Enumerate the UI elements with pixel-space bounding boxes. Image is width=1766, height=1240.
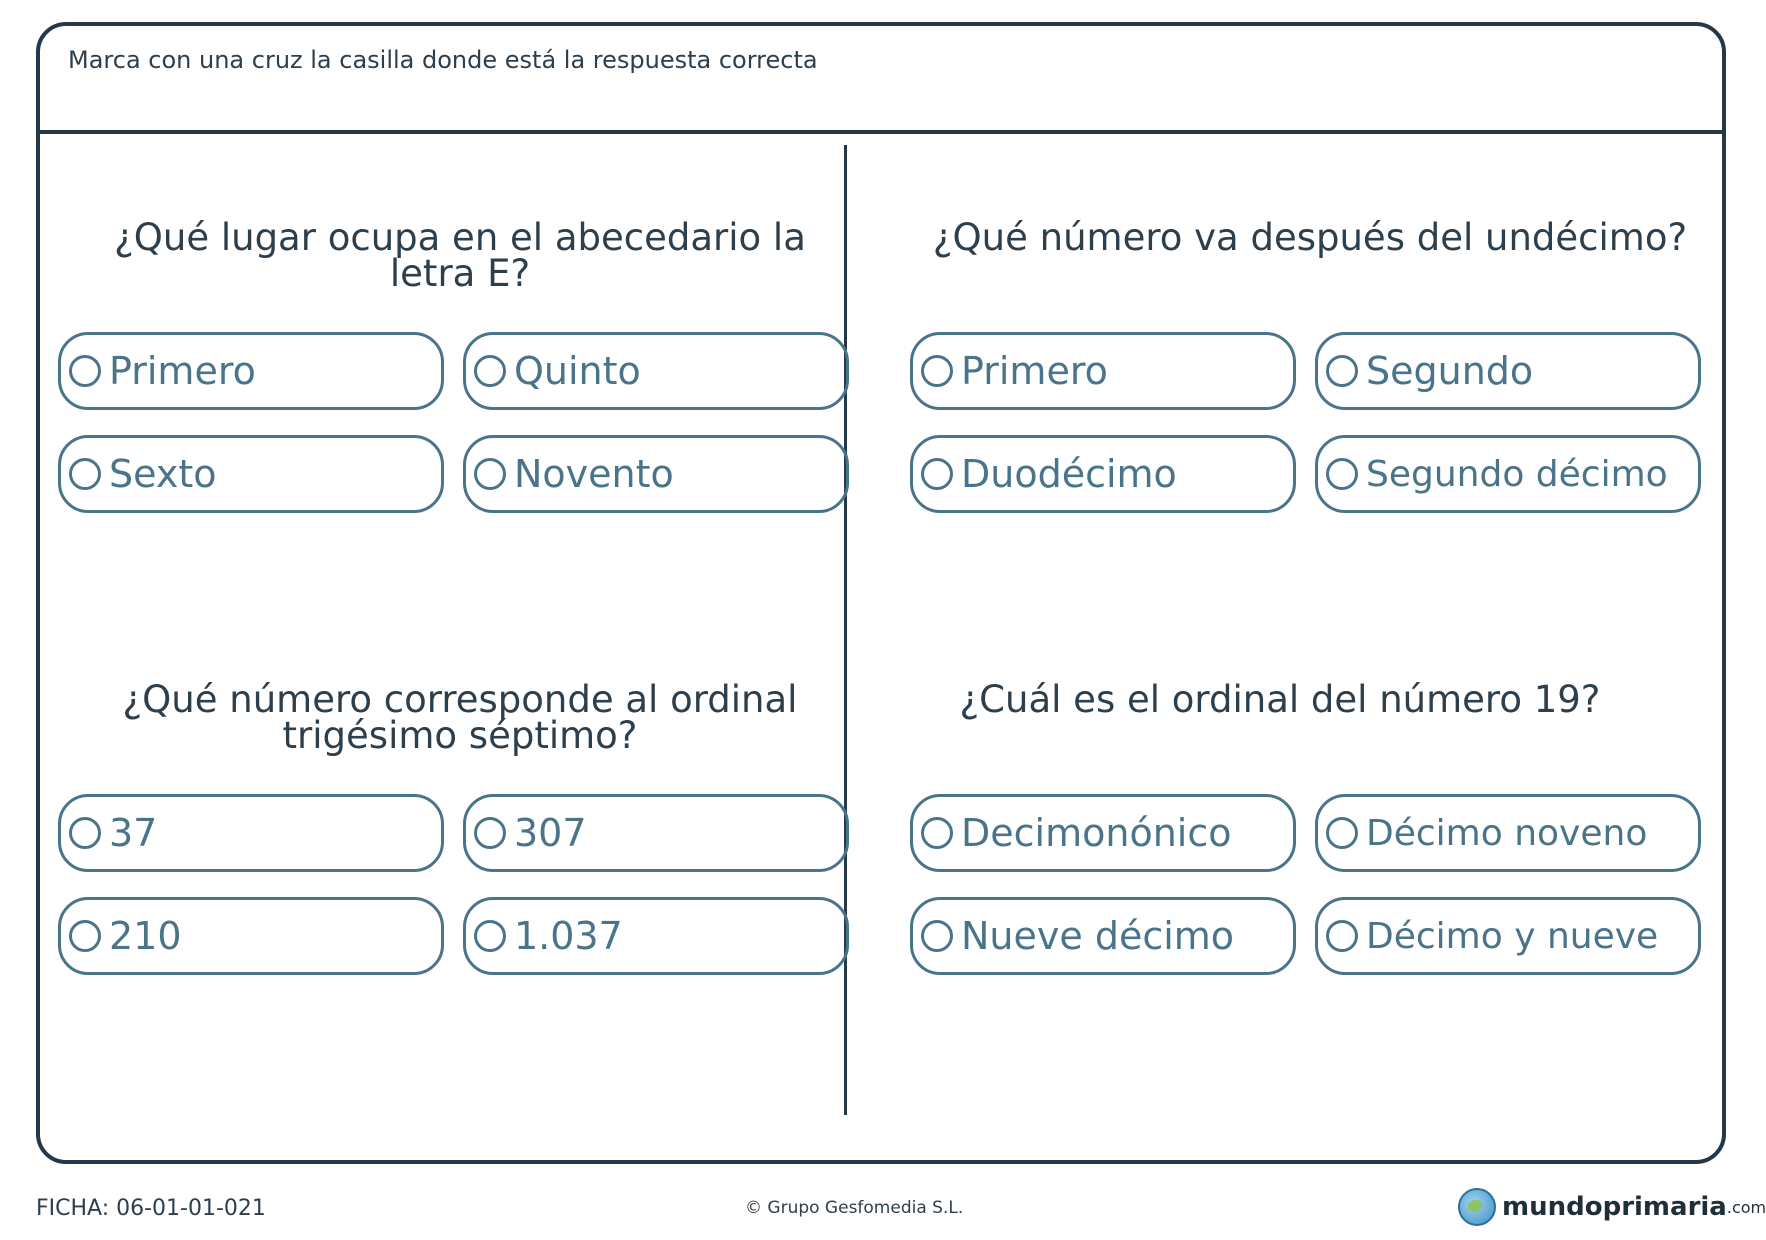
column-divider [844,145,847,1115]
checkbox-circle-icon[interactable] [1326,458,1358,490]
q3-option-3[interactable] [58,897,444,975]
question-2-line-1: ¿Qué número va después del undécimo? [932,216,1688,259]
checkbox-circle-icon[interactable] [1326,920,1358,952]
checkbox-circle-icon[interactable] [921,355,953,387]
q4-option-3[interactable] [910,897,1296,975]
checkbox-circle-icon[interactable] [69,458,101,490]
logo-text: mundoprimaria [1502,1192,1727,1222]
option-label: Novento [514,452,674,496]
checkbox-circle-icon[interactable] [69,920,101,952]
instruction-header [40,26,1722,134]
q2-option-4[interactable] [1315,435,1701,513]
question-3 [90,678,830,757]
checkbox-circle-icon[interactable] [474,458,506,490]
q3-option-4[interactable] [463,897,849,975]
logo-suffix: .com [1726,1197,1766,1217]
q4-option-1[interactable] [910,794,1296,872]
question-3-line-2: trigésimo séptimo? [282,714,638,757]
q1-option-1[interactable] [58,332,444,410]
ficha-code: FICHA: 06-01-01-021 [36,1196,266,1221]
option-label: Quinto [514,349,641,393]
q1-option-2[interactable] [463,332,849,410]
q1-option-3[interactable] [58,435,444,513]
worksheet [36,22,1726,1164]
question-4-line-1: ¿Cuál es el ordinal del número 19? [959,678,1601,721]
q4-option-4[interactable] [1315,897,1701,975]
copyright-text: © Grupo Gesfomedia S.L. [745,1198,964,1218]
question-1-line-1: ¿Qué lugar ocupa en el abecedario la [114,216,806,259]
checkbox-circle-icon[interactable] [921,817,953,849]
q2-option-1[interactable] [910,332,1296,410]
instruction-text: Marca con una cruz la casilla donde está la respuesta correcta [68,46,818,74]
question-3-line-1: ¿Qué número corresponde al ordinal [122,678,798,721]
q3-option-2[interactable] [463,794,849,872]
checkbox-circle-icon[interactable] [1326,355,1358,387]
q2-option-2[interactable] [1315,332,1701,410]
question-2 [900,216,1720,259]
option-label: Segundo décimo [1366,453,1668,495]
option-label: Sexto [109,452,217,496]
checkbox-circle-icon[interactable] [474,355,506,387]
option-label: Décimo y nueve [1366,915,1659,957]
checkbox-circle-icon[interactable] [921,458,953,490]
option-label: 37 [109,811,158,855]
checkbox-circle-icon[interactable] [69,355,101,387]
q3-option-1[interactable] [58,794,444,872]
option-label: Primero [109,349,256,393]
q2-option-3[interactable] [910,435,1296,513]
option-label: 210 [109,914,182,958]
q1-option-4[interactable] [463,435,849,513]
question-1 [90,216,830,295]
option-label: Duodécimo [961,452,1177,496]
q4-option-2[interactable] [1315,794,1701,872]
option-label: 1.037 [514,914,623,958]
checkbox-circle-icon[interactable] [474,817,506,849]
checkbox-circle-icon[interactable] [69,817,101,849]
option-label: 307 [514,811,587,855]
checkbox-circle-icon[interactable] [1326,817,1358,849]
option-label: Nueve décimo [961,914,1235,958]
option-label: Segundo [1366,349,1534,393]
option-label: Décimo noveno [1366,812,1648,854]
checkbox-circle-icon[interactable] [921,920,953,952]
question-1-line-2: letra E? [389,252,531,295]
globe-icon [1458,1188,1496,1226]
checkbox-circle-icon[interactable] [474,920,506,952]
option-label: Primero [961,349,1108,393]
question-4 [900,678,1660,721]
mundoprimaria-logo [1458,1188,1766,1226]
option-label: Decimonónico [961,811,1232,855]
